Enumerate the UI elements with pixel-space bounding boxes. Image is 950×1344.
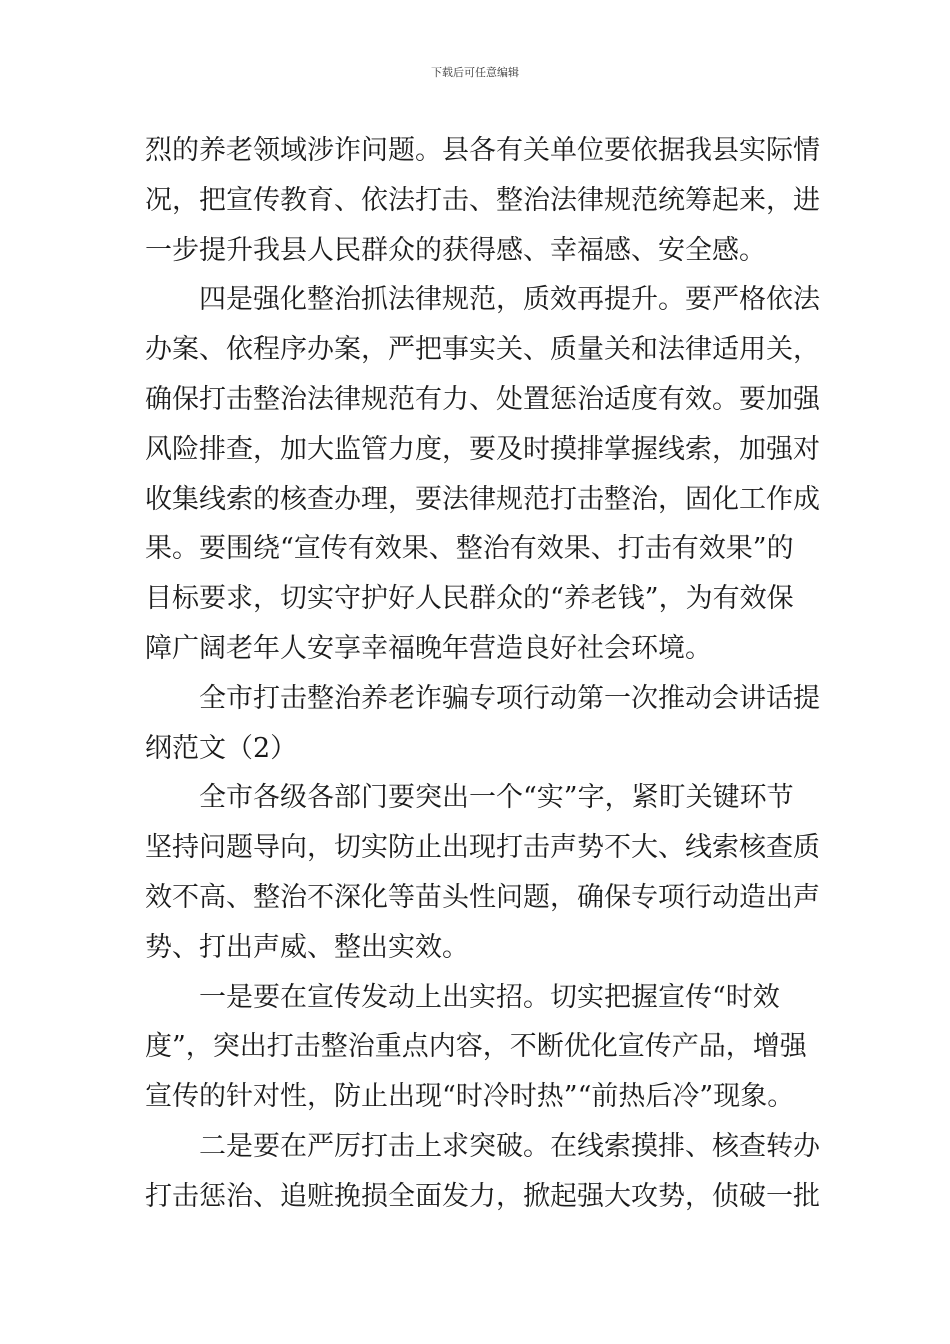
text-line: 宣传的针对性，防止出现“时冷时热”“前热后冷”现象。	[145, 1081, 795, 1113]
text-line: 坚持问题导向，切实防止出现打击声势不大、线索核查质	[145, 832, 820, 864]
paragraph-first-line: 二是要在严厉打击上求突破。在线索摸排、核查转办	[199, 1130, 820, 1162]
text-line: 确保打击整治法律规范有力、处置惩治适度有效。要加强	[145, 383, 820, 415]
text-line: 风险排查，加大监管力度，要及时摸排掌握线索，加强对	[145, 433, 820, 465]
text-line: 打击惩治、追赃挽损全面发力，掀起强大攻势，侦破一批	[145, 1180, 820, 1212]
text-line: 果。要围绕“宣传有效果、整治有效果、打击有效果”的	[145, 533, 794, 565]
section-title-line: 纲范文（2）	[145, 732, 298, 764]
text-line: 效不高、整治不深化等苗头性问题，确保专项行动造出声	[145, 881, 820, 913]
page-header: 下载后可任意编辑	[431, 66, 519, 79]
paragraph-first-line: 一是要在宣传发动上出实招。切实把握宣传“时效	[199, 981, 780, 1013]
text-line: 况，把宣传教育、依法打击、整治法律规范统筹起来，进	[145, 184, 820, 216]
text-line: 度”，突出打击整治重点内容，不断优化宣传产品，增强	[145, 1031, 807, 1063]
text-line: 收集线索的核查办理，要法律规范打击整治，固化工作成	[145, 483, 820, 515]
section-title-line: 全市打击整治养老诈骗专项行动第一次推动会讲话提	[199, 682, 820, 714]
paragraph-first-line: 全市各级各部门要突出一个“实”字，紧盯关键环节	[199, 782, 794, 814]
text-line: 势、打出声威、整出实效。	[145, 931, 469, 963]
text-line: 障广阔老年人安享幸福晚年营造良好社会环境。	[145, 632, 712, 664]
text-line: 一步提升我县人民群众的获得感、幸福感、安全感。	[145, 234, 766, 266]
text-line: 办案、依程序办案，严把事实关、质量关和法律适用关，	[145, 334, 820, 366]
document-body	[145, 126, 820, 1222]
text-line: 烈的养老领域涉诈问题。县各有关单位要依据我县实际情	[145, 135, 820, 166]
paragraph-first-line: 四是强化整治抓法律规范，质效再提升。要严格依法	[199, 284, 820, 316]
text-line: 目标要求，切实守护好人民群众的“养老钱”，为有效保	[145, 583, 794, 615]
